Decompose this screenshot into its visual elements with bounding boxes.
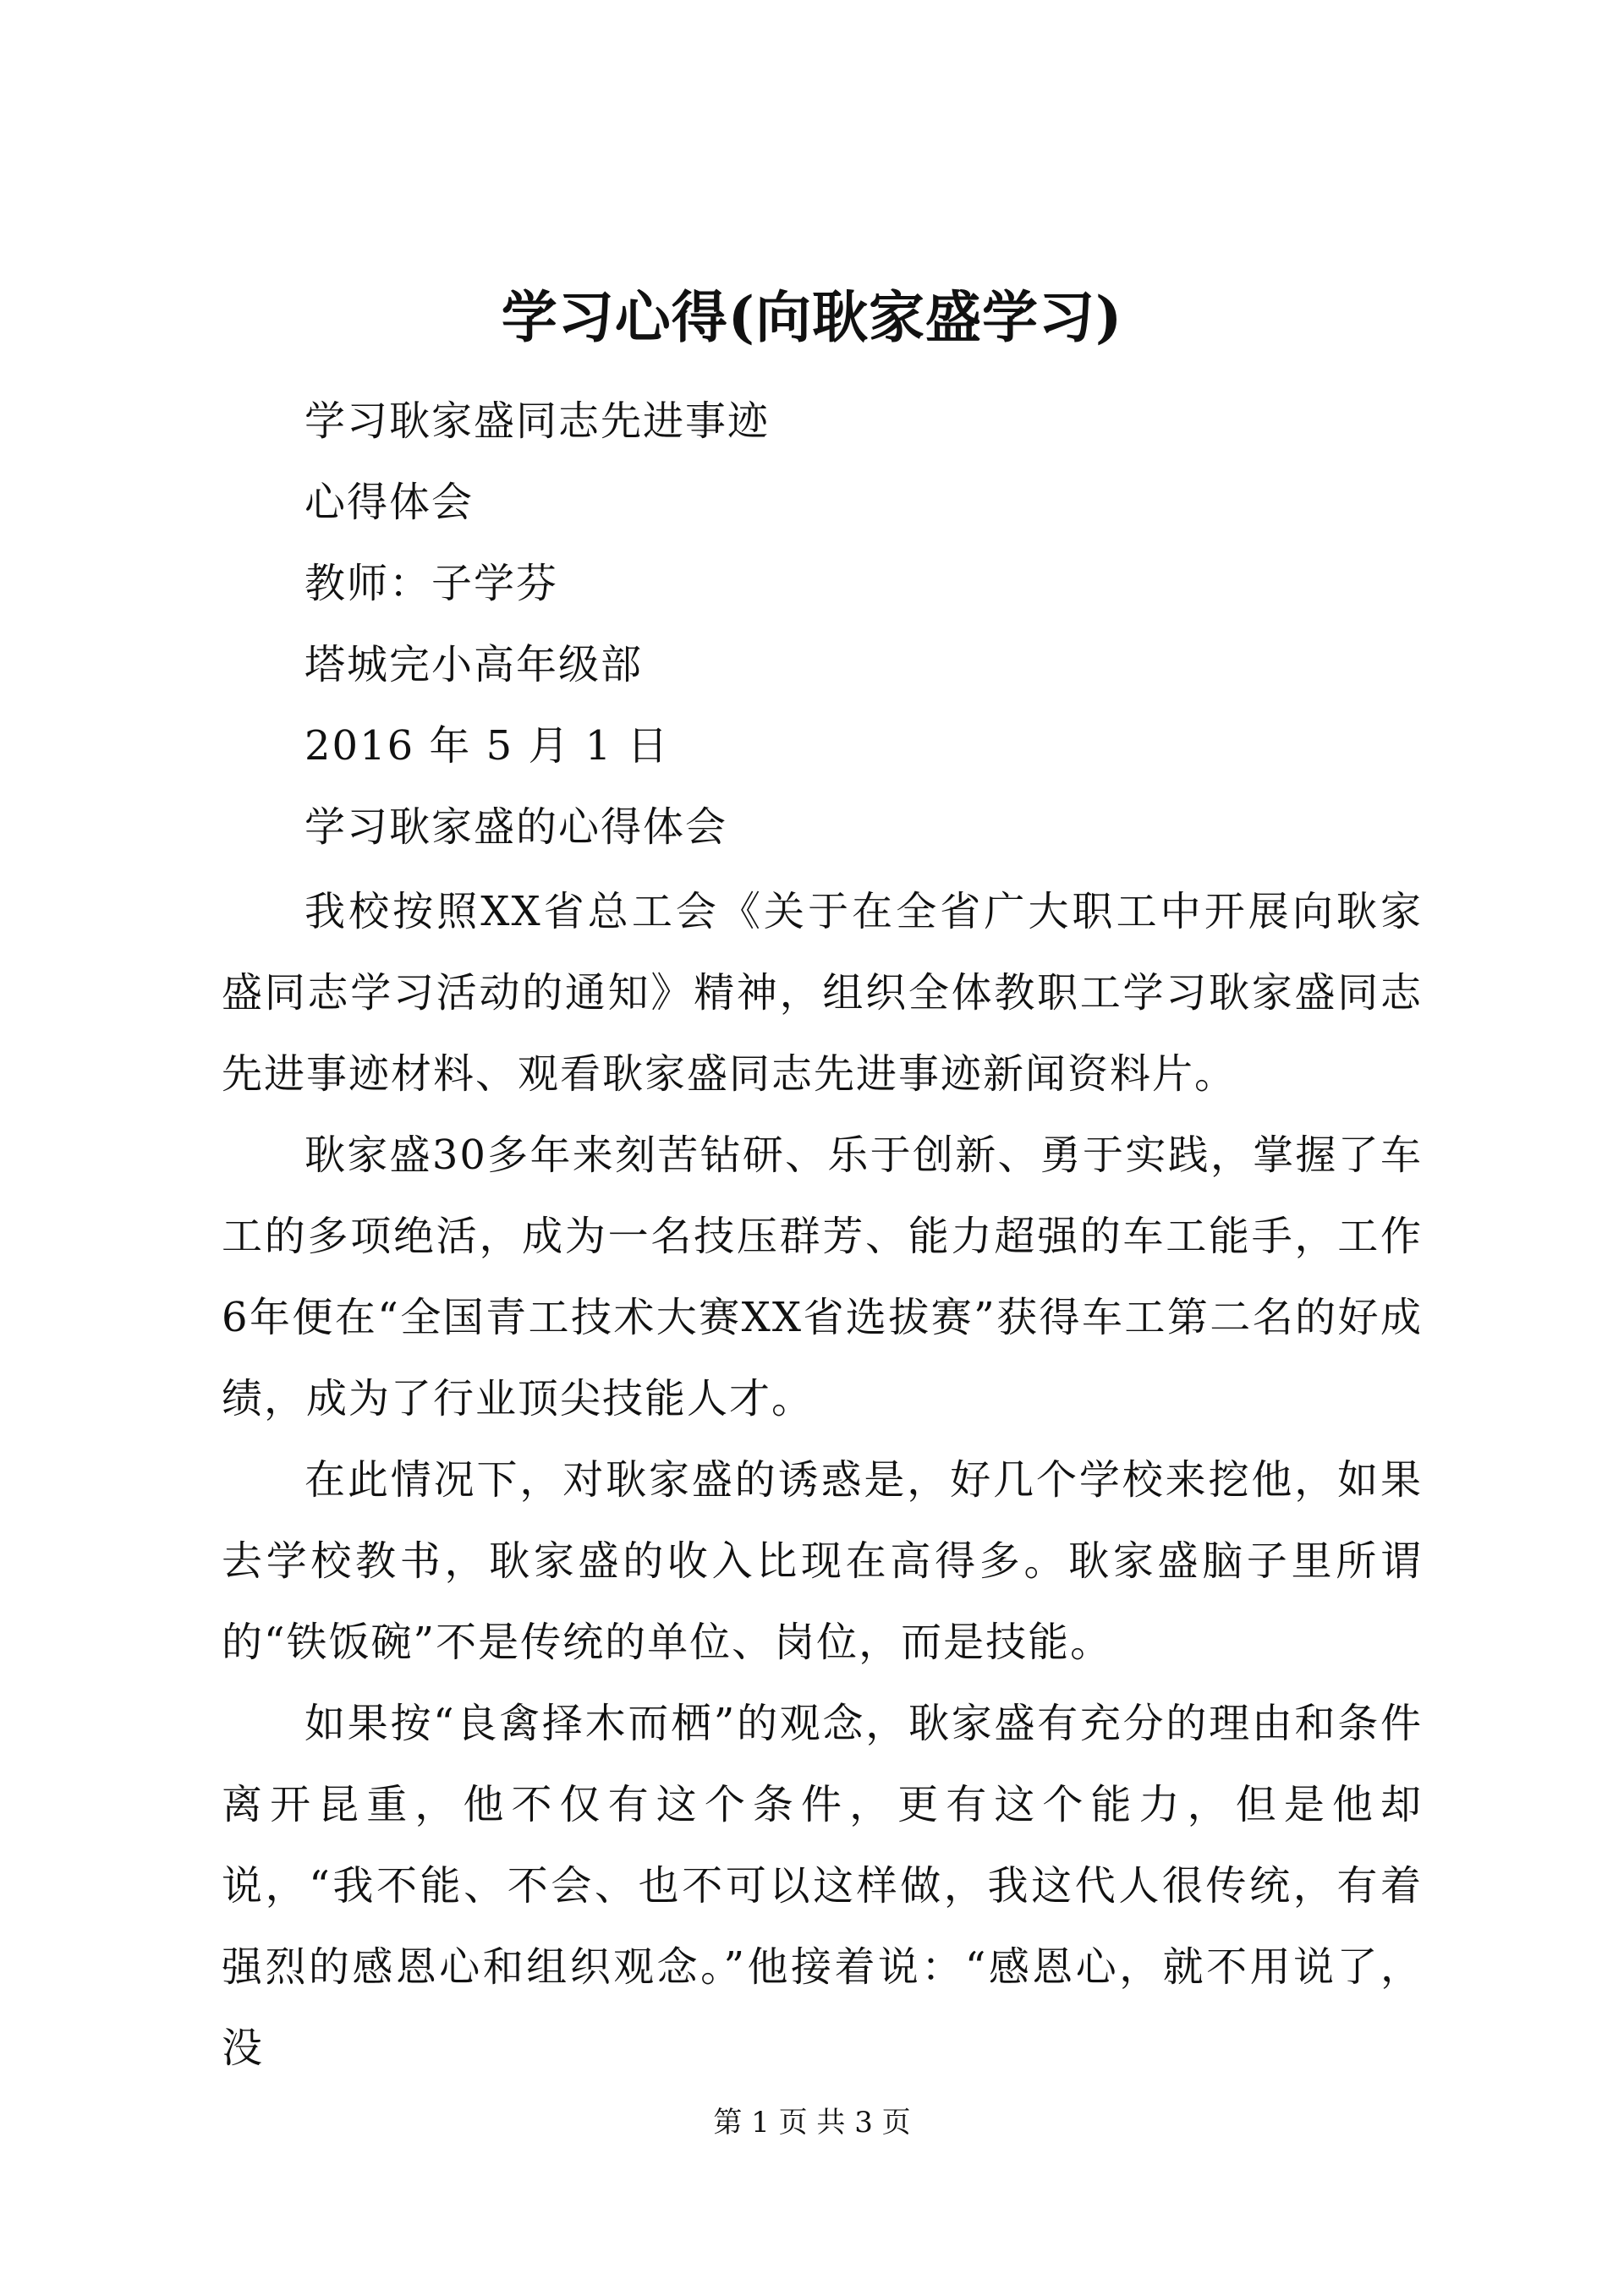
header-line-heading: 学习耿家盛的心得体会: [304, 803, 728, 851]
page-footer: 第 1 页 共 3 页: [713, 2106, 911, 2140]
paragraph-2: 耿家盛30多年来刻苦钻研、乐于创新、勇于实践，掌握了车工的多项绝活，成为一名技压群芳、能力超强的车工能手，工作6年便在“全国青工技术大赛XX省选拔赛”获得车工第二名的好成绩，成为了行业顶尖技能人才。: [222, 1132, 1423, 1422]
paragraph-1: 我校按照XX省总工会《关于在全省广大职工中开展向耿家盛同志学习活动的通知》精神，组织全体教职工学习耿家盛同志先进事迹材料、观看耿家盛同志先进事迹新闻资料片。: [222, 888, 1423, 1098]
header-line-department: 塔城完小高年级部: [304, 641, 644, 688]
header-line-type: 心得体会: [304, 479, 475, 526]
header-line-date: 2016 年 5 月 1 日: [304, 722, 670, 770]
header-line-author: 教师：子学芬: [304, 560, 559, 607]
paragraph-3: 在此情况下，对耿家盛的诱惑是，好几个学校来挖他，如果去学校教书，耿家盛的收入比现在高得多。耿家盛脑子里所谓的“铁饭碗”不是传统的单位、岗位，而是技能。: [222, 1456, 1423, 1666]
document-title: 学习心得(向耿家盛学习): [501, 284, 1123, 350]
paragraph-4: 如果按“良禽择木而栖”的观念，耿家盛有充分的理由和条件离开昆重，他不仅有这个条件，更有这个能力，但是他却说，“我不能、不会、也不可以这样做，我这代人很传统，有着强烈的感恩心和组织观念。”他接着说：“感恩心，就不用说了，没: [222, 1700, 1423, 2072]
header-line-subject: 学习耿家盛同志先进事迹: [304, 397, 771, 445]
